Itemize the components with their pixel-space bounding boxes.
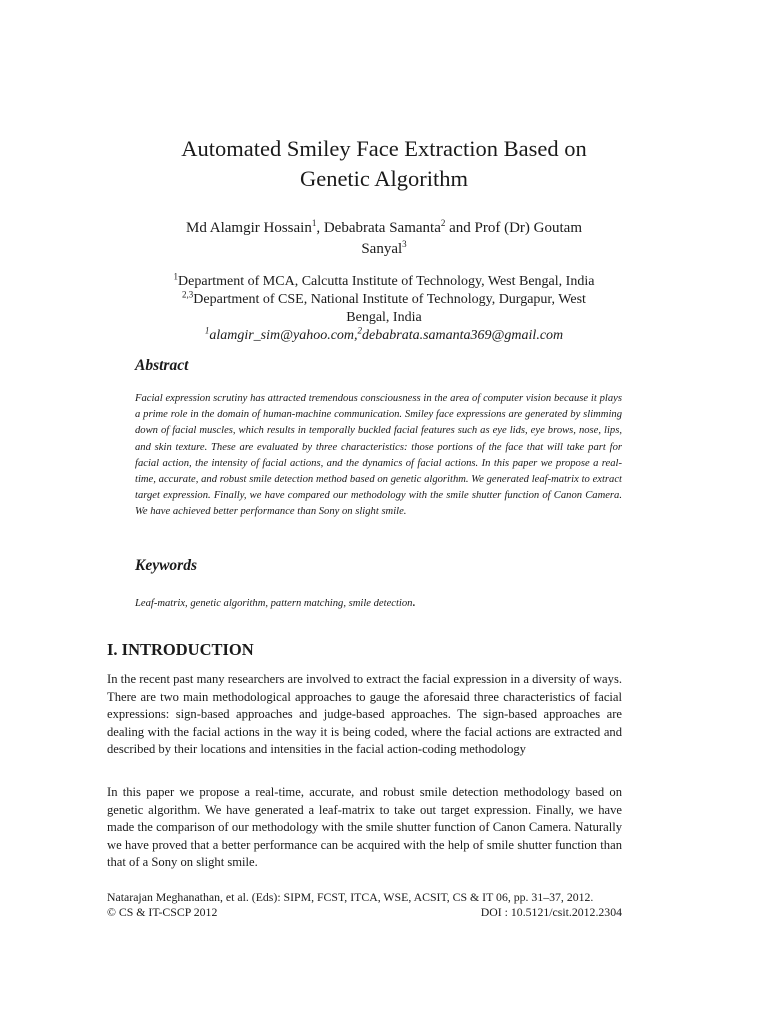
email-2: debabrata.samanta369@gmail.com xyxy=(362,328,564,343)
footer-row xyxy=(107,905,622,920)
paper-title xyxy=(100,134,668,194)
author-separator-2: and Prof (Dr) Goutam xyxy=(445,220,582,236)
affiliations xyxy=(140,273,628,345)
author-3-marker: 3 xyxy=(402,239,407,249)
email-2-marker: 2 xyxy=(357,325,363,336)
page-footer xyxy=(107,890,622,920)
footer-citation: Natarajan Meghanathan, et al. (Eds): SIPM, FCST, ITCA, WSE, ACSIT, CS & IT 06, pp. 31–37, 2012. xyxy=(107,890,594,904)
title-line-2: Genetic Algorithm xyxy=(299,166,469,191)
intro-paragraph-2: In this paper we propose a real-time, accurate, and robust smile detection methodology based on genetic algorithm. We have generated a leaf-matrix to take out target expression. Finally, we have made the comparison of our methodology with the smile shutter function of Canon Camera. Naturally we have proved that a better performance can be acquired with the help of smile shutter function than that of a Sony on slight smile. xyxy=(107,785,622,870)
introduction-heading: I. INTRODUCTION xyxy=(107,640,254,659)
author-list xyxy=(140,218,628,260)
keywords-end: . xyxy=(412,598,416,609)
affiliation-1-marker: 1 xyxy=(173,271,179,282)
author-3: Sanyal xyxy=(361,241,403,257)
title-line-1: Automated Smiley Face Extraction Based on xyxy=(181,136,587,161)
email-1-marker: 1 xyxy=(204,325,210,336)
footer-copyright: © CS & IT-CSCP 2012 xyxy=(107,905,218,919)
affiliation-2-cont: Bengal, India xyxy=(346,310,422,325)
affiliation-2-text: Department of CSE, National Institute of Technology, Durgapur, West xyxy=(193,292,586,307)
author-separator-1: , xyxy=(316,220,324,236)
keywords-body xyxy=(135,596,622,612)
abstract-body: Facial expression scrutiny has attracted tremendous consciousness in the area of computer vision because it plays a prime role in the domain of human-machine communication. Smiley face expressions are generated by slimming down of facial muscles, which results in temporally buckled facial features such as eye lids, eye brows, nose, lips, and skin texture. These are evaluated by three characteristics: those portions of the face that will take part for facial action, the intensity of facial actions, and the dynamics of facial actions. In this paper we propose a real-time, accurate, and robust smile detection method based on genetic algorithm. We generated leaf-matrix to extract target expression. Finally, we have compared our methodology with the smile shutter function of Canon Camera. We have achieved better performance than Sony on slight smile. xyxy=(135,393,622,518)
abstract-heading: Abstract xyxy=(135,357,189,374)
intro-paragraph-1: In the recent past many researchers are involved to extract the facial expression in a diversity of ways. There are two main methodological approaches to gauge the aforesaid three characteristics of facial expressions: sign-based approaches and judge-based approaches. The sign-based approaches are dealing with the facial actions in the way it is being coded, where the facial actions are extracted and described by their locations and intensities in the facial action-coding methodology xyxy=(107,672,622,757)
keywords-heading: Keywords xyxy=(135,557,197,574)
author-2-marker: 2 xyxy=(440,218,446,228)
affiliation-1-text: Department of MCA, Calcutta Institute of Technology, West Bengal, India xyxy=(178,274,595,289)
author-1: Md Alamgir Hossain xyxy=(185,220,312,236)
email-1: alamgir_sim@yahoo.com, xyxy=(209,328,358,343)
affiliation-2-marker: 2,3 xyxy=(182,289,194,300)
keywords-list: Leaf-matrix, genetic algorithm, pattern matching, smile detection xyxy=(135,598,413,609)
author-2: Debabrata Samanta xyxy=(323,220,441,236)
footer-doi: DOI : 10.5121/csit.2012.2304 xyxy=(480,905,622,919)
author-1-marker: 1 xyxy=(311,218,317,228)
affiliation-1 xyxy=(140,273,628,291)
affiliation-2 xyxy=(140,291,628,309)
email-line xyxy=(140,327,628,345)
